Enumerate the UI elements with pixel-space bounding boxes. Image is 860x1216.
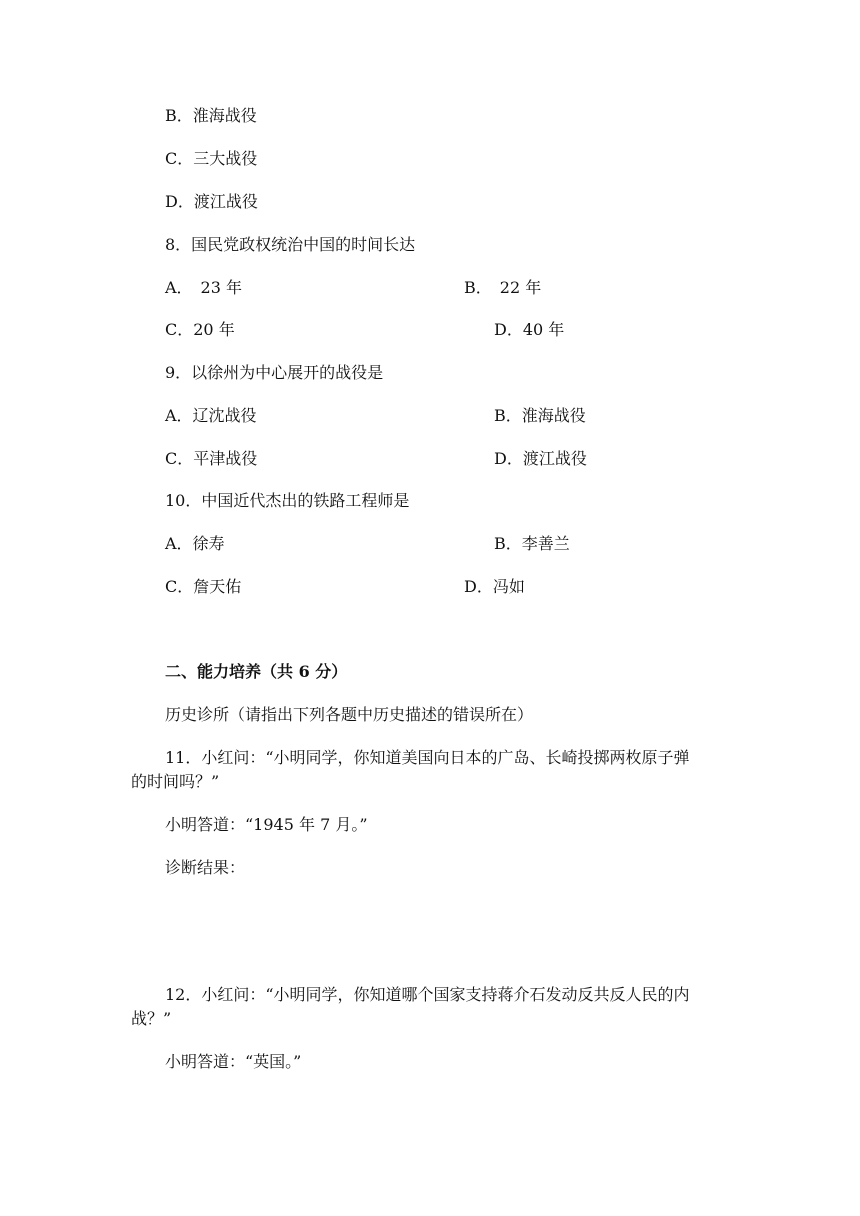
q8-option-d: D．40 年 [494, 320, 565, 339]
q10-option-d: D．冯如 [464, 577, 525, 596]
q9-option-d: D．渡江战役 [494, 449, 587, 468]
q11-answer: 小明答道：“1945 年 7 月。” [165, 815, 368, 834]
q8-stem: 8．国民党政权统治中国的时间长达 [165, 235, 416, 254]
q12-text-line-1: 12．小红问：“小明同学，你知道哪个国家支持蒋介石发动反共反人民的内 [165, 985, 690, 1004]
q11-text-line-1: 11．小红问：“小明同学，你知道美国向日本的广岛、长崎投掷两枚原子弹 [165, 748, 690, 767]
q8-option-b: B． 22 年 [464, 278, 542, 297]
q10-stem: 10．中国近代杰出的铁路工程师是 [165, 491, 410, 510]
q12-answer: 小明答道：“英国。” [165, 1052, 302, 1071]
q9-option-a: A．辽沈战役 [165, 406, 257, 425]
q9-option-b: B．淮海战役 [494, 406, 586, 425]
section-heading: 二、能力培养（共 6 分） [165, 662, 348, 681]
q7-option-d: D．渡江战役 [165, 192, 258, 211]
q10-option-b: B．李善兰 [494, 534, 570, 553]
q12-text-line-2: 战？” [131, 1009, 172, 1028]
q8-option-c: C．20 年 [165, 320, 235, 339]
q11-text-line-2: 的时间吗？” [131, 772, 220, 791]
q10-option-c: C．詹天佑 [165, 577, 242, 596]
q9-stem: 9．以徐州为中心展开的战役是 [165, 363, 384, 382]
q10-option-a: A．徐寿 [165, 534, 225, 553]
q8-option-a: A． 23 年 [165, 278, 243, 297]
q9-option-c: C．平津战役 [165, 449, 258, 468]
section-intro: 历史诊所（请指出下列各题中历史描述的错误所在） [165, 705, 534, 724]
q11-diagnosis-label: 诊断结果： [165, 858, 246, 877]
q7-option-b: B．淮海战役 [165, 106, 257, 125]
q7-option-c: C．三大战役 [165, 149, 258, 168]
